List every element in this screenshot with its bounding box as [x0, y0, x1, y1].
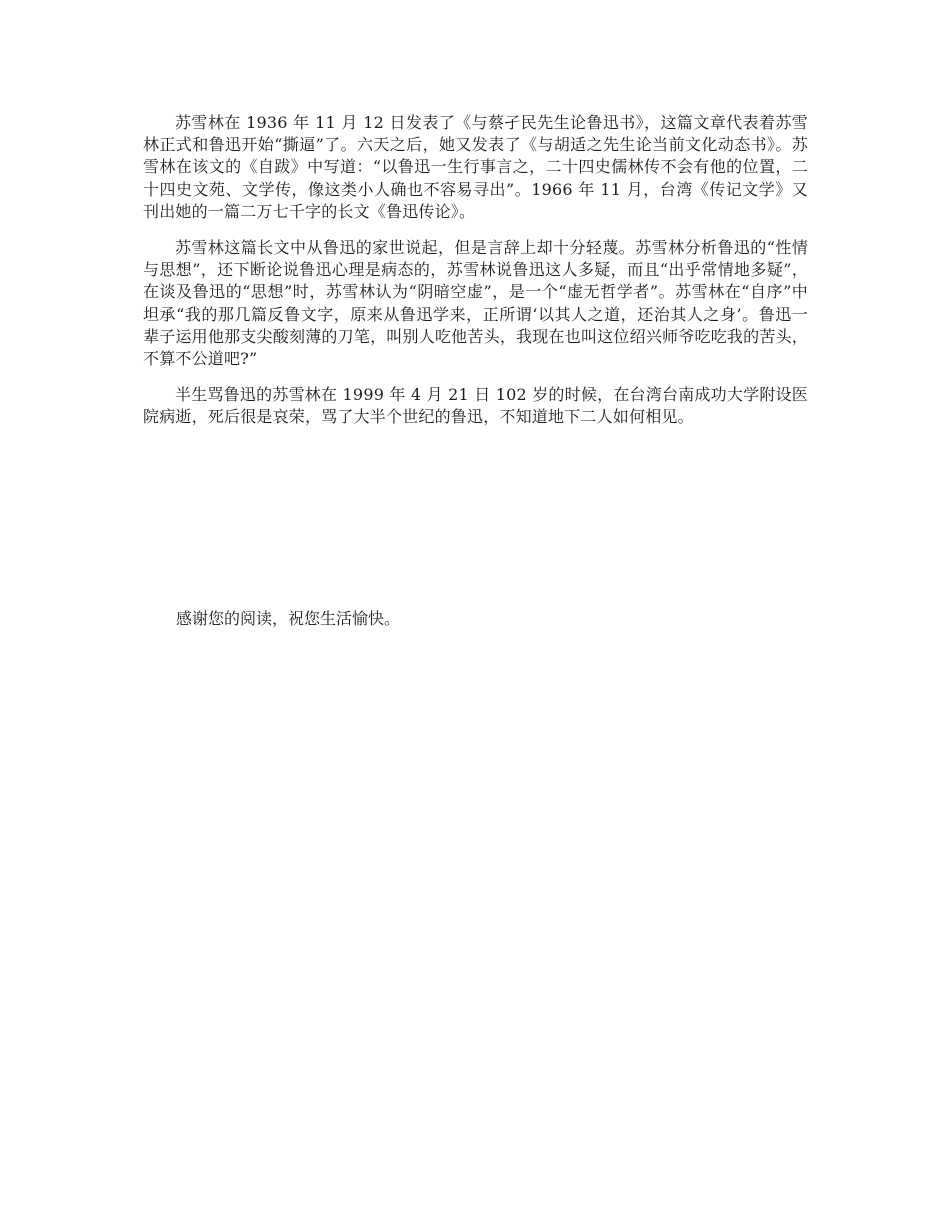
paragraph-3: 半生骂鲁迅的苏雪林在 1999 年 4 月 21 日 102 岁的时候，在台湾台南成功大学附设医院病逝，死后很是哀荣，骂了大半个世纪的鲁迅，不知道地下二人如何相见。	[143, 385, 808, 427]
article-body	[143, 112, 808, 443]
paragraph-2: 苏雪林这篇长文中从鲁迅的家世说起，但是言辞上却十分轻蔑。苏雪林分析鲁迅的“性情与思想”，还下断论说鲁迅心理是病态的，苏雪林说鲁迅这人多疑，而且“出乎常情地多疑”，在谈及鲁迅的“思想”时，苏雪林认为“阴暗空虚”，是一个“虚无哲学者”。苏雪林在“自序”中坦承“我的那几篇反鲁文字，原来从鲁迅学来，正所谓‘以其人之道，还治其人之身’。鲁迅一辈子运用他那支尖酸刻薄的刀笔，叫别人吃他苦头，我现在也叫这位绍兴师爷吃吃我的苦头，不算不公道吧?”	[143, 238, 808, 369]
paragraph-1: 苏雪林在 1936 年 11 月 12 日发表了《与蔡孑民先生论鲁迅书》，这篇文章代表着苏雪林正式和鲁迅开始“撕逼”了。六天之后，她又发表了《与胡适之先生论当前文化动态书》。苏雪林在该文的《自跋》中写道：“以鲁迅一生行事言之，二十四史儒林传不会有他的位置，二十四史文苑、文学传，像这类小人确也不容易寻出”。1966 年 11 月，台湾《传记文学》又刊出她的一篇二万七千字的长文《鲁迅传论》。	[143, 113, 808, 221]
closing-note: 感谢您的阅读，祝您生活愉快。	[176, 609, 401, 628]
